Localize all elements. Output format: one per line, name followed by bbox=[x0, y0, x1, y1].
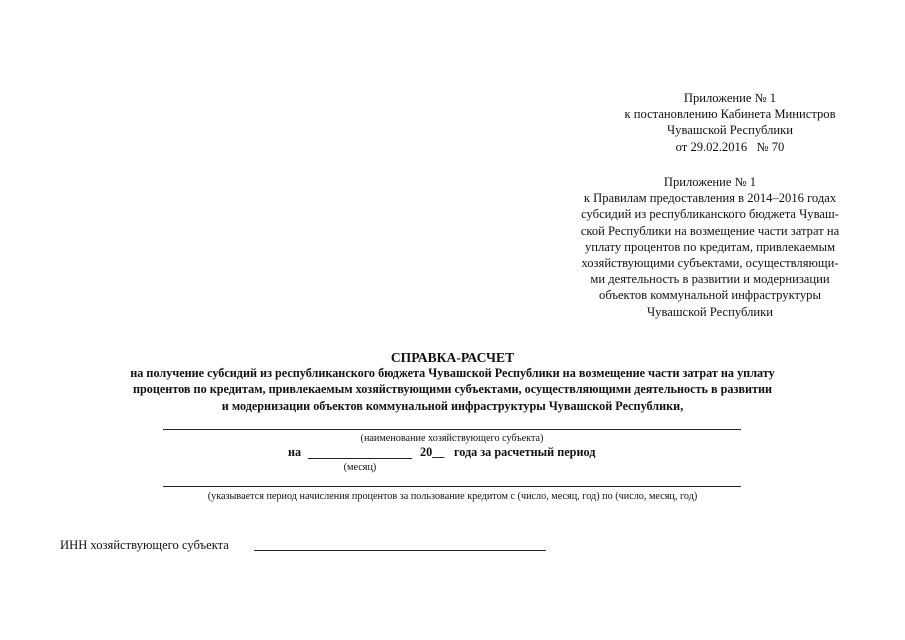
interest-period-caption: (указывается период начисления процентов за пользование кредитом с (число, месяц, год) по (число, месяц, год) bbox=[207, 491, 698, 502]
appendix-decree-block bbox=[560, 90, 900, 155]
appendix-rules-line: Чувашской Республики bbox=[647, 304, 773, 319]
interest-period-blank[interactable] bbox=[163, 486, 741, 487]
month-caption: (месяц) bbox=[343, 462, 377, 473]
appendix-rules-line: к Правилам предоставления в 2014–2016 годах bbox=[583, 191, 837, 206]
entity-name-blank[interactable] bbox=[163, 429, 741, 430]
appendix-decree-reference: к постановлению Кабинета Министров bbox=[624, 107, 836, 122]
inn-blank[interactable] bbox=[254, 550, 546, 551]
form-subtitle-line: и модернизации объектов коммунальной инфраструктуры Чувашской Республики, bbox=[221, 398, 684, 413]
appendix-decree-republic: Чувашской Республики bbox=[667, 123, 793, 138]
period-suffix: года за расчетный период bbox=[454, 445, 596, 459]
form-subtitle-line: на получение субсидий из республиканского бюджета Чувашской Республики на возмещение части затрат на уплату bbox=[130, 366, 775, 380]
form-subtitle bbox=[0, 365, 905, 414]
appendix-decree-number: Приложение № 1 bbox=[683, 91, 777, 105]
inn-label: ИНН хозяйствующего субъекта bbox=[60, 538, 229, 552]
month-blank[interactable] bbox=[308, 458, 412, 459]
appendix-decree-date: от 29.02.2016 № 70 bbox=[675, 139, 785, 154]
appendix-rules-line: уплату процентов по кредитам, привлекаемым bbox=[584, 239, 836, 254]
appendix-rules-line: ской Республики на возмещение части затрат на bbox=[580, 223, 840, 238]
appendix-rules-block bbox=[520, 174, 900, 320]
appendix-rules-line: объектов коммунальной инфраструктуры bbox=[599, 288, 821, 303]
period-year: 20__ bbox=[420, 445, 445, 459]
appendix-rules-line: хозяйствующими субъектами, осуществляющи- bbox=[581, 256, 839, 271]
period-prefix: на bbox=[288, 445, 302, 459]
appendix-rules-line: ми деятельность в развитии и модернизации bbox=[590, 272, 830, 287]
appendix-rules-line: субсидий из республиканского бюджета Чуваш- bbox=[581, 207, 839, 222]
form-subtitle-line: процентов по кредитам, привлекаемым хозяйствующими субъектами, осуществляющими деятельность в развитии bbox=[132, 382, 773, 397]
entity-name-caption: (наименование хозяйствующего субъекта) bbox=[360, 433, 544, 444]
form-title: СПРАВКА-РАСЧЕТ bbox=[390, 350, 515, 365]
appendix-rules-number: Приложение № 1 bbox=[663, 175, 757, 189]
